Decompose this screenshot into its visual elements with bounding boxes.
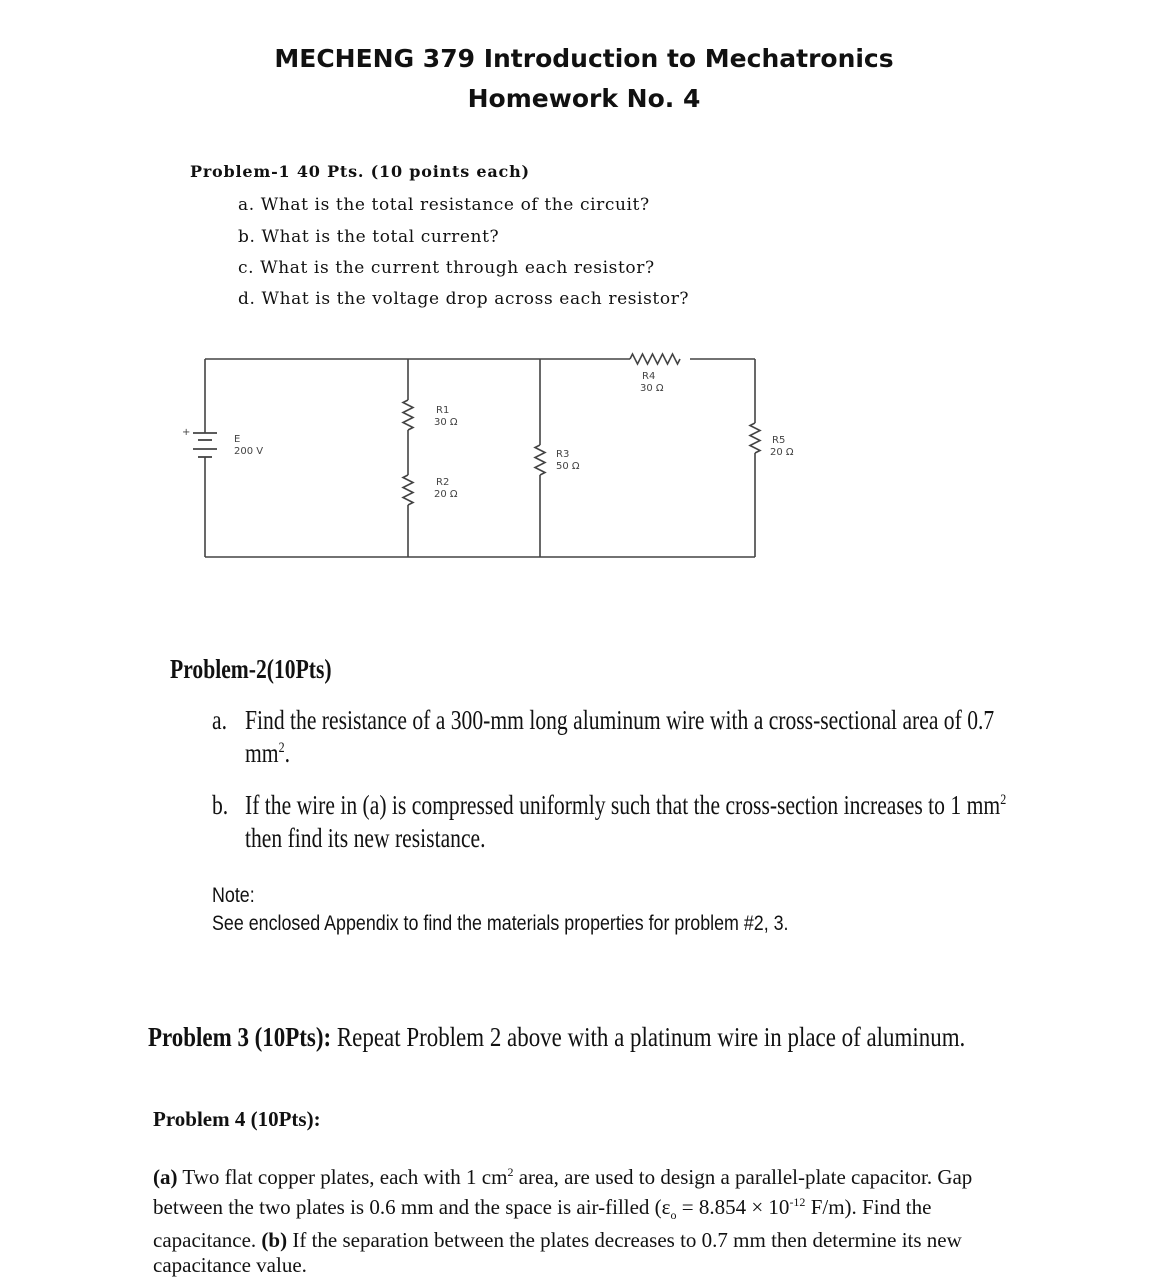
problem4-body: (a) Two flat copper plates, each with 1 $cm^2$ area, are used to design a parallel-plate capacitor. Gap between the two plates is 0.6 mm and the space is air-filled ($\varepsilon_o = 8.854 \times 10^{-12}$ F/m). Find the capacitance. (b) If the separation between the plates decreases to 0.7 mm then determine its new capacitance value. xyxy=(153,1165,973,1278)
problem1-item-b: b. What is the total current? xyxy=(238,227,500,247)
r5-name-label: R5 xyxy=(772,435,786,446)
note-title: Note: xyxy=(212,884,255,907)
problem1-heading: Problem-1 40 Pts. (10 points each) xyxy=(190,162,530,181)
problem3-heading: Problem 3 (10Pts): xyxy=(148,1022,332,1052)
r3-name-label: R3 xyxy=(556,449,570,460)
r5-value-label: 20 Ω xyxy=(770,447,794,458)
battery-symbol xyxy=(193,433,217,457)
homework-title: Homework No. 4 xyxy=(467,84,701,113)
problem4-part-b-label: (b) xyxy=(261,1228,288,1253)
r3-value-label: 50 Ω xyxy=(556,461,580,472)
problem3-text: Repeat Problem 2 above with a platinum wire in place of aluminum. xyxy=(331,1022,966,1052)
source-name-label: E xyxy=(234,434,241,445)
r1-value-label: 30 Ω xyxy=(434,417,458,428)
problem2-b-text-line2: then find its new resistance. xyxy=(245,823,486,853)
problem2-heading: Problem-2(10Pts) xyxy=(170,654,332,684)
problem2-b-text-line1: If the wire in (a) is compressed uniformly such that the cross-section increases to 1 $mm^2$ xyxy=(245,790,1007,820)
r1-name-label: R1 xyxy=(436,405,450,416)
problem1-item-a: a. What is the total resistance of the circuit? xyxy=(238,195,650,215)
problem2-a-label: a. xyxy=(212,705,227,735)
resistor-r4-symbol xyxy=(630,354,680,364)
problem4-heading: Problem 4 (10Pts): xyxy=(153,1107,321,1131)
circuit-diagram xyxy=(160,345,820,575)
resistor-r3-symbol xyxy=(535,445,545,475)
note-text: See enclosed Appendix to find the materials properties for problem #2, 3. xyxy=(212,912,789,935)
resistor-r1-symbol xyxy=(403,400,413,430)
problem4-part-a-label: (a) xyxy=(153,1165,178,1189)
battery-plus-sign: + xyxy=(182,427,191,438)
r2-name-label: R2 xyxy=(436,477,450,488)
problem2-b-label: b. xyxy=(212,790,229,820)
problem1-item-d: d. What is the voltage drop across each resistor? xyxy=(238,289,690,309)
problem3-line xyxy=(148,1022,965,1053)
source-value-label: 200 V xyxy=(234,446,264,457)
r4-name-label: R4 xyxy=(642,371,656,382)
resistor-r5-symbol xyxy=(750,423,760,453)
r2-value-label: 20 Ω xyxy=(434,489,458,500)
course-title: MECHENG 379 Introduction to Mechatronics xyxy=(274,44,894,73)
r4-value-label: 30 Ω xyxy=(640,383,664,394)
problem2-a-text-line2: $mm^2$. xyxy=(245,738,291,768)
problem1-item-c: c. What is the current through each resistor? xyxy=(238,258,655,278)
resistor-r2-symbol xyxy=(403,475,413,505)
problem2-a-text-line1: Find the resistance of a 300-mm long aluminum wire with a cross-sectional area of 0.7 xyxy=(245,705,995,735)
